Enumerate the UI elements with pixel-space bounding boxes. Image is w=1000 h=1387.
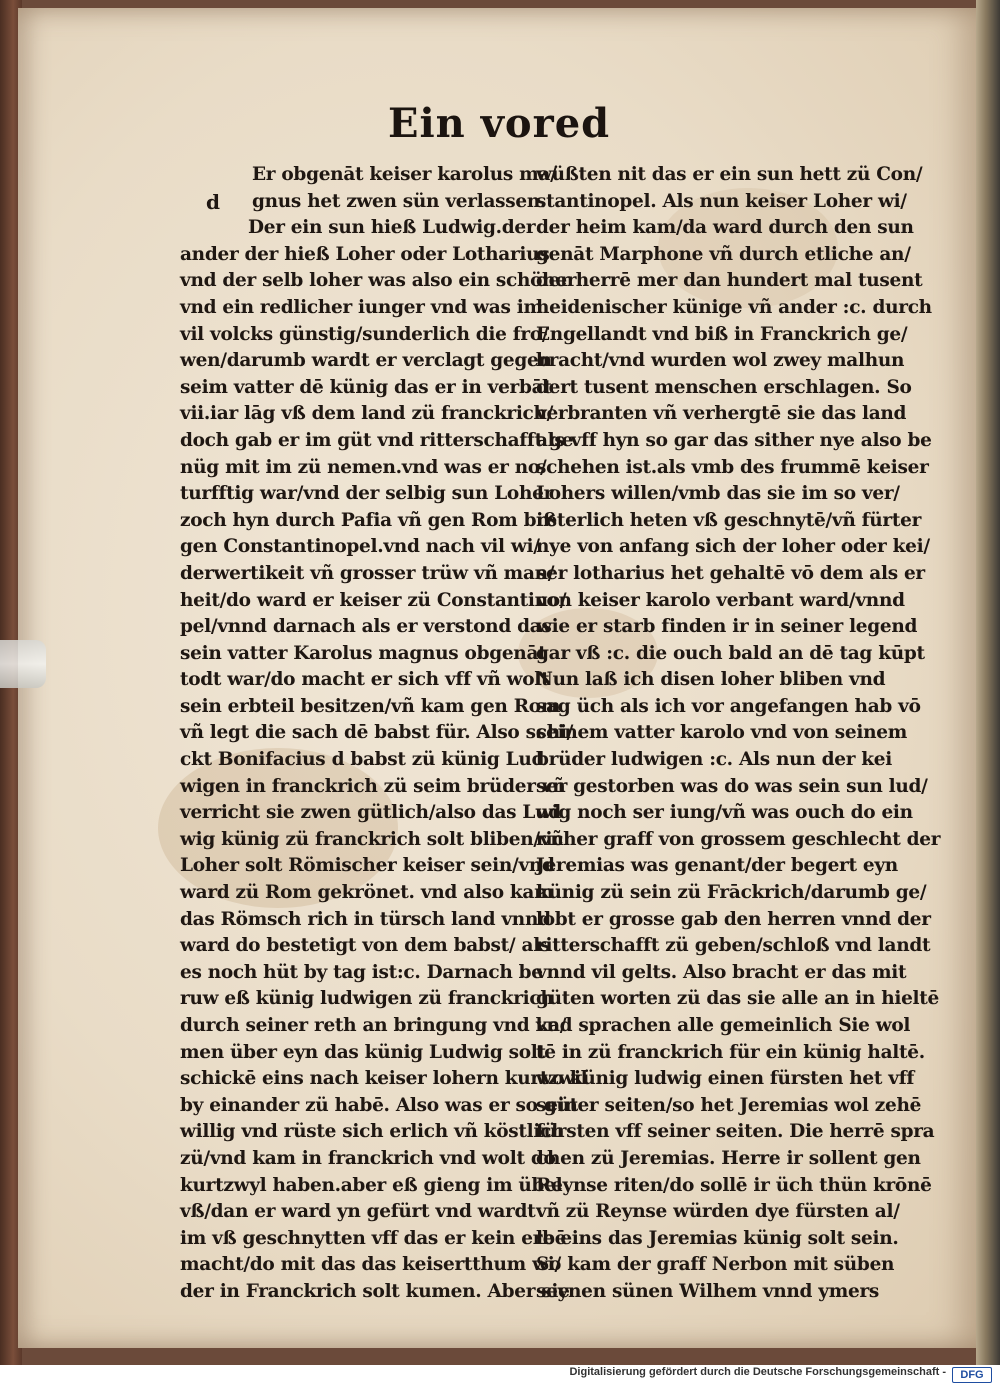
text-line: im vß geschnytten vff das er kein erbē (180, 1227, 567, 1249)
text-line: es noch hüt by tag ist:c. Darnach be (180, 961, 543, 983)
drop-initial: d (206, 190, 220, 214)
text-line: Der ein sun hieß Ludwig.der (248, 217, 536, 239)
text-line: sag üch als ich vor angefangen hab vō (536, 695, 921, 717)
text-line: le eins das Jeremias künig solt sein. (536, 1227, 899, 1249)
text-line: stantinopel. Als nun keiser Loher wi/ (536, 190, 907, 212)
text-line: vii.iar lāg vß dem land zü franckrich/ (180, 403, 554, 425)
text-line: sein vatter Karolus magnus obgenāt (180, 642, 547, 664)
text-line: heidenischer künige vñ ander :c. durch (536, 296, 932, 318)
text-line: sein erbteil besitzen/vñ kam gen Rom (180, 695, 561, 717)
text-line: doch gab er im güt vnd ritterschafft ge (180, 429, 574, 451)
text-line: vnd ein redlicher iunger vnd was im (180, 296, 543, 318)
text-line: Lohers willen/vmb das sie im so ver/ (536, 483, 900, 505)
text-line: wig noch ser iung/vñ was ouch do ein (536, 802, 913, 824)
text-line: schehen ist.als vmb des frummē keiser (536, 456, 929, 478)
text-line: vnd sprachen alle gemeinlich Sie wol (536, 1015, 911, 1036)
page-edge (976, 0, 1000, 1365)
funding-credit: Digitalisierung gefördert durch die Deutsche Forschungsgemeinschaft - (569, 1366, 946, 1378)
text-line: pel/vnnd darnach als er verstond das (180, 616, 552, 638)
text-line: todt war/do macht er sich vff vñ wolt (180, 669, 550, 691)
text-line: zü/vnd kam in franckrich vnd wolt do (180, 1147, 556, 1169)
text-line: der heim kam/da ward durch den sun (536, 217, 914, 239)
text-line: ser gestorben was do was sein sun lud/ (536, 775, 928, 797)
text-line: ruw eß künig ludwigen zü franckrich (180, 988, 554, 1010)
text-line: seim vatter dē künig das er in verbāt (180, 376, 552, 398)
text-line: Nun laß ich disen loher bliben vnd (536, 669, 886, 691)
text-line: Engellandt vnd biß in Franckrich ge/ (536, 323, 908, 345)
text-line: ander der hieß Loher oder Lotharius (180, 243, 550, 265)
text-line: bracht/vnd wurden wol zwey malhun (536, 350, 905, 372)
clasp-strap (0, 640, 46, 688)
text-line: dert tusent menschen erschlagen. So (536, 376, 912, 398)
text-line: gen Constantinopel.vnd nach vil wi/ (180, 536, 540, 558)
text-line: der in Franckrich solt kumen. Aber sie (180, 1280, 570, 1302)
text-line: ritterschafft zü geben/schloß vnd landt (536, 935, 931, 957)
text-line: wüßten nit das er ein sun hett zü Con/ (536, 164, 923, 185)
text-line: derwertikeit vñ grosser trüw vñ man/ (180, 562, 555, 584)
text-line: zoch hyn durch Pafia vñ gen Rom biß (180, 509, 557, 531)
dfg-logo: DFG (952, 1367, 992, 1383)
text-line: vñ zü Reynse würden dye fürsten al/ (536, 1201, 900, 1223)
text-line: gar vß :c. die ouch bald an dē tag kūpt (536, 642, 925, 664)
text-line: genāt Marphone vñ durch etliche an/ (536, 243, 911, 265)
text-line: brüder ludwigen :c. Als nun der kei (536, 749, 893, 771)
text-line: Reynse riten/do sollē ir üch thün krōnē (536, 1174, 932, 1196)
text-line: ser lotharius het gehaltē vō dem als er (536, 562, 925, 584)
text-line: durch seiner reth an bringung vnd ka/ (180, 1015, 567, 1036)
text-line: gnus het zwen sün verlassen. (252, 190, 547, 212)
text-line: by einander zü habē. Also was er so güt (180, 1094, 578, 1116)
text-line: Jeremias was genant/der begert eyn (536, 855, 898, 877)
text-line: reterlich heten vß geschnytē/vñ fürter (536, 509, 922, 531)
text-line: nye von anfang sich der loher oder kei/ (536, 536, 930, 558)
text-line: So kam der graff Nerbon mit süben (536, 1254, 895, 1276)
text-line: Loher solt Römischer keiser sein/vnd (180, 855, 555, 877)
text-line: wig künig zü franckrich solt bliben/vñ (180, 828, 564, 850)
text-line: wo künig ludwig einen fürsten het vff (536, 1068, 915, 1090)
text-line: künig zü sein zü Frāckrich/darumb ge/ (536, 882, 927, 904)
text-line: vnnd vil gelts. Also bracht er das mit (536, 961, 907, 983)
text-line: heit/do ward er keiser zü Constantino/ (180, 589, 567, 611)
text-line: güten worten zü das sie alle an in hieltē (536, 988, 939, 1010)
text-line: wen/darumb wardt er verclagt gegen (180, 350, 552, 372)
text-line: tē in zü franckrich für ein künig haltē. (536, 1041, 925, 1063)
text-line: lobt er grosse gab den herren vnnd der (536, 908, 931, 930)
text-line: wie er starb finden ir in seiner legend (536, 616, 918, 638)
text-line: turfftig war/vnd der selbig sun Loher (180, 483, 554, 505)
text-line: der herrē mer dan hundert mal tusent (536, 270, 923, 292)
text-line: men über eyn das künig Ludwig solt (180, 1041, 546, 1063)
text-line: als vff hyn so gar das sither nye also be (536, 429, 932, 451)
text-line: wigen in franckrich zü seim brüder vñ (180, 775, 566, 797)
text-line: verricht sie zwen gütlich/also das Lud (180, 802, 561, 824)
text-line: richer graff von grossem geschlecht der (536, 828, 941, 850)
text-line: ward zü Rom gekrönet. vnd also kam (180, 882, 554, 904)
text-line: Er obgenāt keiser karolus ma/ (252, 164, 557, 185)
text-line: kurtzwyl haben.aber eß gieng im übel (180, 1174, 563, 1196)
text-line: von keiser karolo verbant ward/vnnd (536, 589, 905, 611)
text-line: chen zü Jeremias. Herre ir sollent gen (536, 1147, 921, 1169)
text-line: ckt Bonifacius d babst zü künig Lud (180, 749, 545, 771)
text-line: vñ legt die sach dē babst für. Also schi/ (180, 722, 574, 744)
text-line: seiner seiten/so het Jeremias wol zehē (536, 1094, 922, 1116)
text-column-left (180, 162, 588, 1306)
text-line: verbranten vñ verhergtē sie das land (536, 403, 907, 425)
text-line: nüg mit im zü nemen.vnd was er no/ (180, 456, 547, 478)
text-line: vß/dan er ward yn gefürt vnd wardt (180, 1201, 536, 1223)
text-line: macht/do mit das das keisertthum wi/ (180, 1254, 561, 1276)
text-line: willig vnd rüste sich erlich vñ köstlich (180, 1121, 565, 1143)
text-line: fürsten vff seiner seiten. Die herrē spra (536, 1121, 935, 1143)
text-line: vil volcks günstig/sunderlich die fro/ (180, 323, 549, 345)
text-line: vnd der selb loher was also ein schöner (180, 270, 577, 292)
text-column-right (536, 162, 941, 1306)
text-line: seynen sünen Wilhem vnnd ymers (536, 1280, 880, 1302)
text-line: seinem vatter karolo vnd von seinem (536, 722, 907, 744)
text-line: ward do bestetigt von dem babst/ als (180, 935, 551, 957)
page-heading: Ein vored (388, 100, 611, 147)
text-line: das Römsch rich in türsch land vnnd (180, 908, 551, 930)
text-line: schickē eins nach keiser lohern kurtzwil (180, 1068, 588, 1090)
